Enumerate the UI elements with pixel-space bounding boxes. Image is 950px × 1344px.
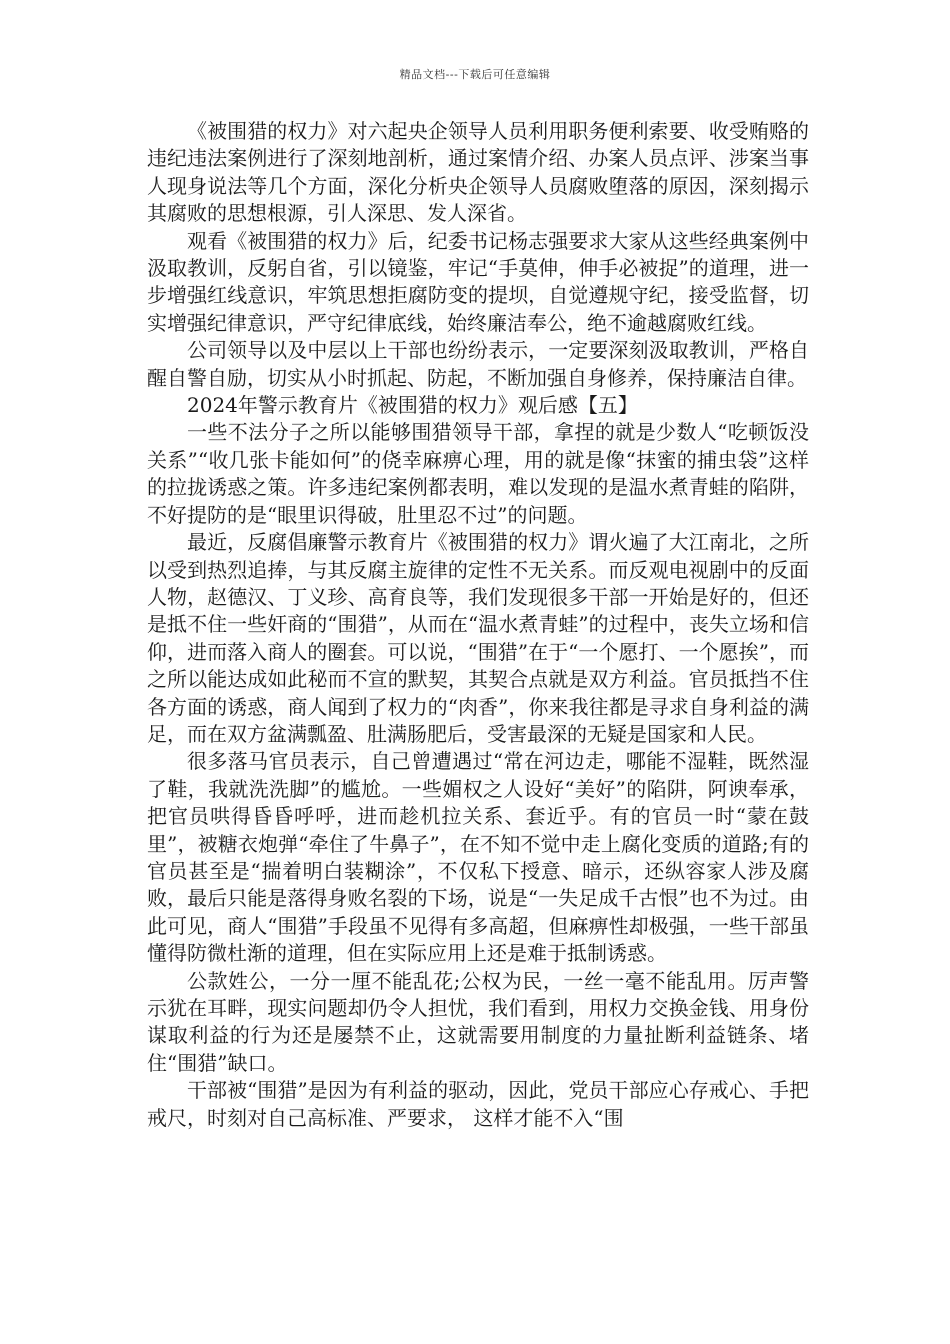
paragraph-6: 很多落马官员表示，自己曾遭遇过“常在河边走，哪能不湿鞋，既然湿了鞋，我就洗洗脚”的尴尬。一些媚权之人设好“美好”的陷阱，阿谀奉承，把官员哄得昏昏呼呼，进而趁机拉关系、套近乎。有的官员一时“蒙在鼓里”，被糖衣炮弹“牵住了牛鼻子”，在不知不觉中走上腐化变质的道路;有的官员甚至是“揣着明白装糊涂”，不仅私下授意、暗示，还纵容家人涉及腐败，最后只能是落得身败名裂的下场，说是“一失足成千古恨”也不为过。由此可见，商人“围猎”手段虽不见得有多高超，但麻痹性却极强，一些干部虽懂得防微杜渐的道理，但在实际应用上还是难于抵制诱惑。 xyxy=(147,749,809,966)
paragraph-3: 公司领导以及中层以上干部也纷纷表示，一定要深刻汲取教训，严格自醒自警自励，切实从小时抓起、防起，不断加强自身修养，保持廉洁自律。 xyxy=(147,338,809,390)
paragraph-1: 《被围猎的权力》对六起央企领导人员利用职务便利索要、收受贿赂的违纪违法案例进行了深刻地剖析，通过案情介绍、办案人员点评、涉案当事人现身说法等几个方面，深化分析央企领导人员腐败堕落的原因，深刻揭示其腐败的思想根源，引人深思、发人深省。 xyxy=(147,119,809,226)
page-header: 精品文档---下载后可任意编辑 xyxy=(399,68,551,81)
paragraph-7: 公款姓公，一分一厘不能乱花;公权为民，一丝一毫不能乱用。厉声警示犹在耳畔，现实问题却仍令人担忧，我们看到，用权力交换金钱、用身份谋取利益的行为还是屡禁不止，这就需要用制度的力量扯断利益链条、堵住“围猎”缺口。 xyxy=(147,968,809,1075)
paragraph-8: 干部被“围猎”是因为有利益的驱动，因此，党员干部应心存戒心、手把戒尺，时刻对自己高标准、严要求， 这样才能不入“围 xyxy=(147,1078,809,1130)
paragraph-4: 一些不法分子之所以能够围猎领导干部，拿捏的就是少数人“吃顿饭没关系”“收几张卡能如何”的侥幸麻痹心理，用的就是像“抹蜜的捕虫袋”这样的拉拢诱惑之策。许多违纪案例都表明，难以发现的是温水煮青蛙的陷阱，不好提防的是“眼里识得破，肚里忍不过”的问题。 xyxy=(147,420,809,527)
paragraph-5: 最近，反腐倡廉警示教育片《被围猎的权力》谓火遍了大江南北，之所以受到热烈追捧，与其反腐主旋律的定性不无关系。而反观电视剧中的反面人物，赵德汉、丁义珍、高育良等，我们发现很多干部一开始是好的，但还是抵不住一些奸商的“围猎”，从而在“温水煮青蛙”的过程中，丧失立场和信仰，进而落入商人的圈套。可以说，“围猎”在于“一个愿打、一个愿挨”，而之所以能达成如此秘而不宣的默契，其契合点就是双方利益。官员抵挡不住各方面的诱惑，商人闻到了权力的“肉香”，你来我往都是寻求自身利益的满足，而在双方盆满瓢盈、肚满肠肥后，受害最深的无疑是国家和人民。 xyxy=(147,530,809,746)
paragraph-2: 观看《被围猎的权力》后，纪委书记杨志强要求大家从这些经典案例中汲取教训，反躬自省，引以镜鉴，牢记“手莫伸，伸手必被捉”的道理，进一步增强红线意识，牢筑思想拒腐防变的提坝，自觉遵规守纪，接受监督，切实增强纪律意识，严守纪律底线，始终廉洁奉公，绝不逾越腐败红线。 xyxy=(147,228,809,335)
document-body xyxy=(147,118,809,1132)
section-heading: 2024年警示教育片《被围猎的权力》观后感【五】 xyxy=(187,393,638,418)
